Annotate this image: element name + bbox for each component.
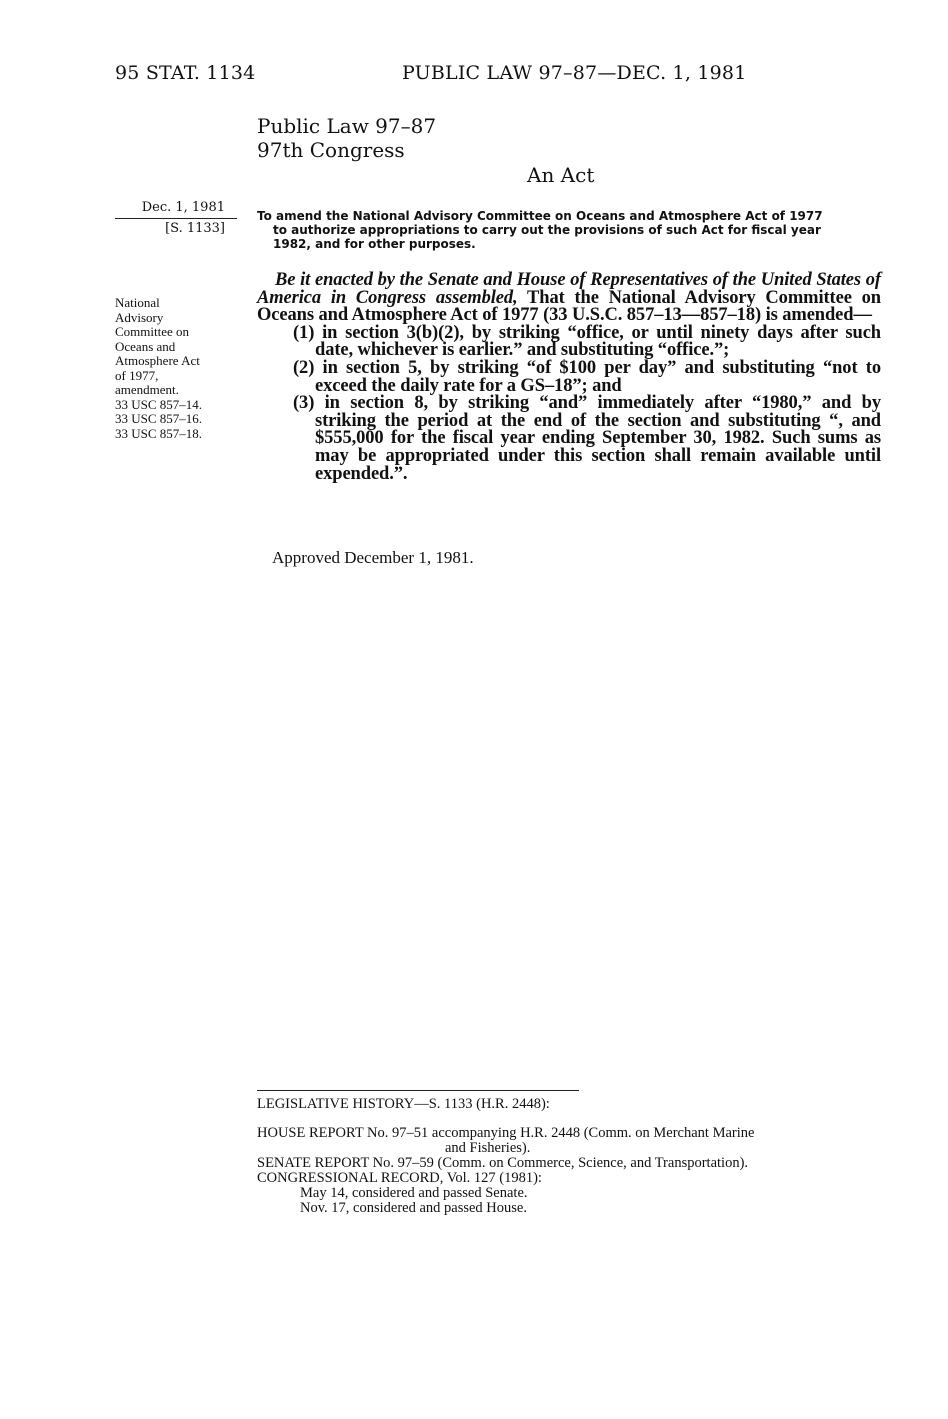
amendment-item: (1) in section 3(b)(2), by striking “office, or until ninety days after such date, whichever is earlier.” and substituting “office.”; bbox=[293, 322, 881, 361]
purpose-line: to authorize appropriations to carry out the provisions of such Act for fiscal year bbox=[273, 223, 821, 237]
house-report: HOUSE REPORT No. 97–51 accompanying H.R. 2448 (Comm. on Merchant Marine bbox=[257, 1125, 755, 1141]
sidenote-rule bbox=[115, 218, 237, 219]
purpose-line: 1982, and for other purposes. bbox=[273, 237, 476, 251]
enacting-clause bbox=[257, 272, 881, 325]
enactment-date: Dec. 1, 1981 bbox=[141, 200, 225, 215]
margin-note-line: Advisory bbox=[115, 309, 164, 325]
amendment-item: (3) in section 8, by striking “and” immediately after “1980,” and by striking the period at the end of the section and substituting “, and $555,000 for the fiscal year ending September 30, 1982. Such sums as may be appropriated under this section shall remain available until expended.”. bbox=[293, 393, 881, 484]
enacting-text: That the National Advisory Committee on Oceans and Atmosphere Act of 1977 (33 U.S.C. 857–13—857–18) is amended— bbox=[257, 287, 881, 326]
margin-note-line: Committee on bbox=[115, 324, 190, 339]
margin-note bbox=[115, 296, 245, 441]
purpose-clause bbox=[257, 209, 881, 251]
page-header bbox=[115, 62, 875, 90]
record-event: Nov. 17, considered and passed House. bbox=[300, 1200, 527, 1216]
legislative-history-heading: LEGISLATIVE HISTORY—S. 1133 (H.R. 2448): bbox=[257, 1096, 550, 1112]
senate-report: SENATE REPORT No. 97–59 (Comm. on Commerce, Science, and Transportation). bbox=[257, 1155, 749, 1171]
margin-note-line: amendment. bbox=[115, 382, 179, 397]
legislative-history-rule bbox=[257, 1090, 579, 1091]
house-report-continued: and Fisheries). bbox=[445, 1140, 531, 1156]
margin-note-line: Atmosphere Act bbox=[115, 353, 200, 368]
approval-date: Approved December 1, 1981. bbox=[272, 548, 474, 567]
congressional-record: CONGRESSIONAL RECORD, Vol. 127 (1981): bbox=[257, 1170, 542, 1186]
an-act-heading: An Act bbox=[527, 163, 595, 187]
margin-note-line: Oceans and bbox=[115, 338, 176, 354]
running-title: PUBLIC LAW 97–87—DEC. 1, 1981 bbox=[402, 62, 747, 84]
stat-page-number: 95 STAT. 1134 bbox=[115, 62, 256, 84]
congress-number: 97th Congress bbox=[257, 138, 405, 162]
public-law-number: Public Law 97–87 bbox=[257, 114, 437, 138]
margin-note-line: 33 USC 857–16. bbox=[115, 411, 203, 426]
enacting-formula: Be it enacted by the Senate and House of Representatives of the United States of America in Congress assembled, bbox=[257, 270, 881, 308]
amendment-item: (2) in section 5, by striking “of $100 per day” and substituting “not to exceed the daily rate for a GS–18”; and bbox=[293, 357, 881, 396]
margin-note-line: National bbox=[115, 295, 160, 310]
margin-note-line: of 1977, bbox=[115, 367, 159, 383]
legislative-history bbox=[257, 1097, 881, 1216]
bill-number: [S. 1133] bbox=[165, 221, 225, 236]
margin-note-line: 33 USC 857–18. bbox=[115, 425, 203, 441]
statute-body bbox=[257, 272, 881, 483]
record-event: May 14, considered and passed Senate. bbox=[300, 1185, 528, 1201]
margin-note-line: 33 USC 857–14. bbox=[115, 396, 203, 412]
enactment-sidenote bbox=[115, 200, 237, 236]
purpose-line: To amend the National Advisory Committee on Oceans and Atmosphere Act of 1977 bbox=[257, 209, 823, 223]
